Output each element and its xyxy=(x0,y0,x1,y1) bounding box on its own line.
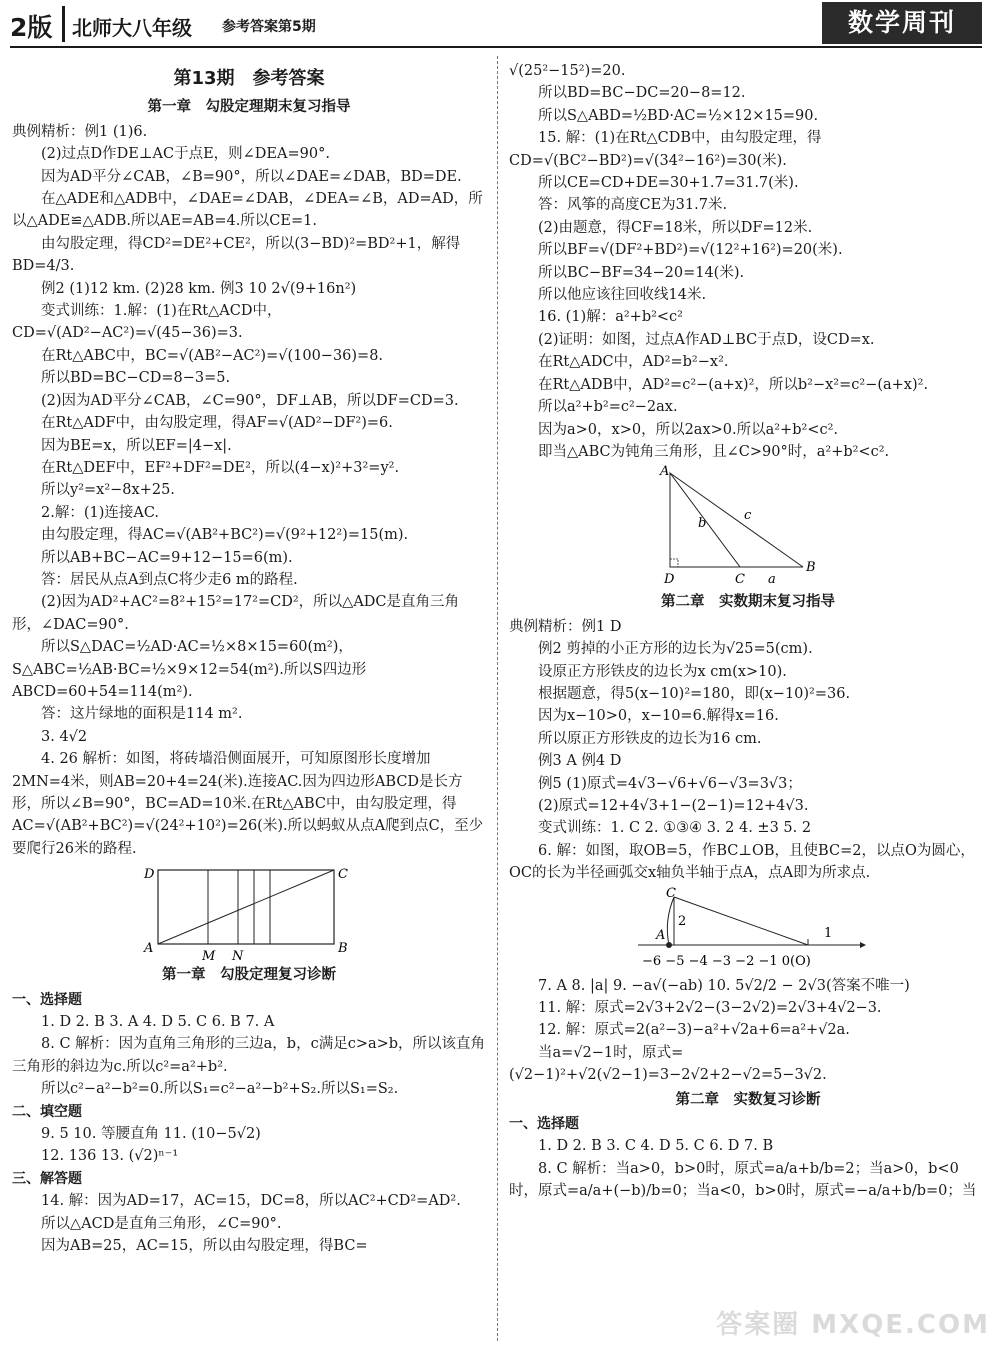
issue-label: 参考答案第5期 xyxy=(222,19,316,35)
section-heading: 二、填空题 xyxy=(12,1103,82,1120)
answer-line: 在Rt△ADC中，AD²=b²−x². xyxy=(538,354,729,371)
side-c-label: c xyxy=(744,508,752,524)
answer-line: 例2 (1)12 km. (2)28 km. 例3 10 2√(9+16n²) xyxy=(41,280,357,297)
right-angle-mark xyxy=(670,559,678,567)
section-heading: 一、选择题 xyxy=(12,991,82,1008)
answer-line: 4. 26 解析：如图，将砖墙沿侧面展开，可知原图形长度增加2MN=4米，则AB=20+4=24(米).连接AC.因为四边形ABCD是长方形，所以∠B=90°，BC=AD=10米.在Rt△ABC中，由勾股定理，得AC=√(AB²+BC²)=√(24²+10²)=26(米).所以蚂蚁从点A爬到点C，至少要爬行26米的路程. xyxy=(12,751,484,857)
answer-line: 答：风筝的高度CE为31.7米. xyxy=(538,197,728,214)
answer-line: 在Rt△ADF中，由勾股定理，得AF=√(AD²−DF²)=6. xyxy=(41,415,393,432)
answer-line: 在Rt△DEF中，EF²+DF²=DE²，所以(4−x)²+3²=y². xyxy=(41,459,400,476)
label-n: N xyxy=(232,949,244,963)
answer-line: 在Rt△ADB中，AD²=c²−(a+x)²，所以b²−x²=c²−(a+x)². xyxy=(538,376,929,393)
column-divider xyxy=(497,56,498,1341)
label-m: M xyxy=(202,949,216,963)
answer-line: 在Rt△ABC中，BC=√(AB²−AC²)=√(100−36)=8. xyxy=(41,347,384,364)
answer-line: 16. (1)解：a²+b²<c² xyxy=(538,309,683,326)
vertex-d: D xyxy=(664,572,675,588)
answer-line: 3. 4√2 xyxy=(41,728,88,745)
answer-line: 因为x−10>0，x−10=6.解得x=16. xyxy=(538,708,779,725)
side-b-label: b xyxy=(698,516,707,532)
right-column xyxy=(509,60,987,1203)
answer-line: 所以c²−a²−b²=0.所以S₁=c²−a²−b²+S₂.所以S₁=S₂. xyxy=(41,1081,399,1098)
answer-line: 所以y²=x²−8x+25. xyxy=(41,482,175,499)
left-column xyxy=(12,60,486,1258)
answer-line: 当a=√2−1时，原式=(√2−1)²+√2(√2−1)=3−2√2+2−√2=5−3√2. xyxy=(509,1044,827,1084)
answer-line: 6. 解：如图，取OB=5，作BC⊥OB，且使BC=2，以点O为圆心，OC的长为半径画弧交x轴负半轴于点A，点A即为所求点. xyxy=(509,842,975,882)
answer-line: 典例精析：例1 (1)6. xyxy=(12,123,148,140)
answer-line: 所以他应该往回收线14米. xyxy=(538,287,707,304)
tick-labels: −6 −5 −4 −3 −2 −1 0(O) xyxy=(642,953,811,969)
label-a: A xyxy=(656,927,666,943)
answer-line: 所以△ACD是直角三角形，∠C=90°. xyxy=(41,1215,282,1232)
answer-line: 1. D 2. B 3. C 4. D 5. C 6. D 7. B xyxy=(538,1138,774,1155)
answer-line: (2)证明：如图，过点A作AD⊥BC于点D，设CD=x. xyxy=(538,331,875,348)
watermark: 答案圈 MXQE.COM xyxy=(716,1310,990,1340)
answer-line: 所以CE=CD+DE=30+1.7=31.7(米). xyxy=(538,175,799,192)
answer-line: 由勾股定理，得AC=√(AB²+BC²)=√(9²+12²)=15(m). xyxy=(41,527,409,544)
answer-line: 根据题意，得5(x−10)²=180，即(x−10)²=36. xyxy=(538,685,851,702)
answer-line: (2)由题意，得CF=18米，所以DF=12米. xyxy=(538,219,813,236)
answer-line: 答：这片绿地的面积是114 m². xyxy=(41,706,243,723)
side-c xyxy=(670,473,803,567)
answer-line: 变式训练：1. C 2. ①③④ 3. 2 4. ±3 5. 2 xyxy=(538,820,812,837)
chapter-heading: 第二章 实数期末复习指导 xyxy=(661,594,835,611)
answer-line: (2)原式=12+4√3+1−(2−1)=12+4√3. xyxy=(538,797,809,814)
answer-line: 所以S△DAC=½AD·AC=½×8×15=60(m²)，S△ABC=½AB·BC=½×9×12=54(m²).所以S四边形ABCD=60+54=114(m²). xyxy=(12,639,367,700)
triangle-figure xyxy=(648,465,848,589)
answer-line: 2.解：(1)连接AC. xyxy=(41,504,160,521)
answer-line: 所以a²+b²=c²−2ax. xyxy=(538,399,678,416)
vertex-a: A xyxy=(660,465,670,480)
header-bar xyxy=(62,6,65,42)
diagonal-ac xyxy=(158,870,334,944)
section-heading: 三、解答题 xyxy=(12,1170,82,1187)
answer-line: 答：居民从点A到点C将少走6 m的路程. xyxy=(41,571,298,588)
page-title: 第13期 参考答案 xyxy=(173,68,325,89)
answer-line: 8. C 解析：因为直角三角形的三边a，b，c满足c>a>b，所以该直角三角形的斜边为c.所以c²=a²+b². xyxy=(12,1036,486,1075)
section-heading: 一、选择题 xyxy=(509,1116,579,1133)
answer-line: 8. C 解析：当a>0，b>0时，原式=a/a+b/b=2；当a>0，b<0时，原式=a/a+(−b)/b=0；当a<0，b>0时，原式=−a/a+b/b=0；当 xyxy=(509,1160,977,1200)
label-a: A xyxy=(144,941,154,957)
answer-line: 例2 剪掉的小正方形的边长为√25=5(cm). xyxy=(538,641,813,658)
answer-line: 1. D 2. B 3. A 4. D 5. C 6. B 7. A xyxy=(41,1014,275,1031)
answer-line: (2)过点D作DE⊥AC于点E，则∠DEA=90°. xyxy=(41,146,330,163)
answer-line: 所以BF=√(DF²+BD²)=√(12²+16²)=20(米). xyxy=(538,242,843,259)
answer-line: 变式训练：1.解：(1)在Rt△ACD中，CD=√(AD²−AC²)=√(45−36)=3. xyxy=(12,303,282,342)
answer-line: 15. 解：(1)在Rt△CDB中，由勾股定理，得CD=√(BC²−BD²)=√(34²−16²)=30(米). xyxy=(509,130,822,169)
answer-line: (2)因为AD平分∠CAB，∠C=90°，DF⊥AB，所以DF=CD=3. xyxy=(41,392,459,409)
answer-line: 所以BD=BC−CD=8−3=5. xyxy=(41,370,231,387)
answer-line: 由勾股定理，得CD²=DE²+CE²，所以(3−BD)²=BD²+1，解得BD=4/3. xyxy=(12,235,461,275)
answer-line: 因为BE=x，所以EF=|4−x|. xyxy=(41,437,232,454)
answer-line: 12. 136 13. (√2)ⁿ⁻¹ xyxy=(41,1148,179,1165)
answer-line: 因为AB=25，AC=15，所以由勾股定理，得BC= xyxy=(41,1238,368,1255)
answer-line: 典例精析：例1 D xyxy=(509,618,622,635)
label-1: 1 xyxy=(824,925,833,941)
answer-line: 9. 5 10. 等腰直角 11. (10−5√2) xyxy=(41,1126,261,1143)
answer-line: 所以BD=BC−DC=20−8=12. xyxy=(538,85,746,102)
axis-arrow xyxy=(860,942,866,948)
brand-logo: 数学周刊 xyxy=(822,2,982,44)
label-b: B xyxy=(338,941,348,957)
answer-line: 所以AB+BC−AC=9+12−15=6(m). xyxy=(41,549,293,566)
vertex-b: B xyxy=(806,560,816,576)
answer-line: 例5 (1)原式=4√3−√6+√6−√3=3√3； xyxy=(538,775,802,792)
answer-line: 在△ADE和△ADB中，∠DAE=∠DAB，∠DEA=∠B，AD=AD，所以△ADE≌△ADB.所以AE=AB=4.所以CE=1. xyxy=(12,191,483,230)
label-d: D xyxy=(144,867,155,883)
number-line-figure xyxy=(628,887,868,973)
answer-line: (2)因为AD²+AC²=8²+15²=17²=CD²，所以△ADC是直角三角形，∠DAC=90°. xyxy=(12,594,460,633)
answer-line: 所以原正方形铁皮的边长为16 cm. xyxy=(538,730,762,747)
answer-line: 12. 解：原式=2(a²−3)−a²+√2a+6=a²+√2a. xyxy=(538,1022,850,1039)
answer-line: 11. 解：原式=2√3+2√2−(3−2√2)=2√3+4√2−3. xyxy=(538,1000,882,1016)
answer-line: 14. 解：因为AD=17，AC=15，DC=8，所以AC²+CD²=AD². xyxy=(41,1193,461,1210)
answer-line: 因为AD平分∠CAB，∠B=90°，所以∠DAE=∠DAB，BD=DE. xyxy=(41,168,462,185)
answer-line: 例3 A 例4 D xyxy=(538,753,622,770)
answer-line: 7. A 8. |a| 9. −a√(−ab) 10. 5√2/2 − 2√3(答案不唯一) xyxy=(538,977,910,994)
edition-label: 2版 xyxy=(10,13,53,42)
chapter-heading: 第一章 勾股定理复习诊断 xyxy=(162,967,336,984)
chapter-heading: 第二章 实数复习诊断 xyxy=(675,1091,821,1108)
segment-oc xyxy=(674,897,808,945)
label-c: C xyxy=(338,867,348,883)
chapter-heading: 第一章 勾股定理期末复习指导 xyxy=(147,99,351,116)
label-2: 2 xyxy=(678,913,687,929)
answer-line: 即当△ABC为钝角三角形，且∠C>90°时，a²+b²<c². xyxy=(538,443,890,460)
vertex-c: C xyxy=(735,572,745,588)
header-rule xyxy=(10,46,982,48)
point-a xyxy=(666,942,672,948)
answer-line: 因为a>0，x>0，所以2ax>0.所以a²+b²<c². xyxy=(538,421,838,438)
answer-line: √(25²−15²)=20. xyxy=(509,63,626,79)
side-a-label: a xyxy=(768,572,776,588)
grade-label: 北师大八年级 xyxy=(72,16,192,40)
page-header xyxy=(0,0,1000,50)
rectangle-figure xyxy=(134,862,364,962)
label-c: C xyxy=(666,886,676,901)
answer-line: 所以BC−BF=34−20=14(米). xyxy=(538,264,745,281)
answer-line: 所以S△ABD=½BD·AC=½×12×15=90. xyxy=(538,107,819,124)
answer-line: 设原正方形铁皮的边长为x cm(x>10). xyxy=(538,663,787,680)
arc xyxy=(667,897,674,945)
